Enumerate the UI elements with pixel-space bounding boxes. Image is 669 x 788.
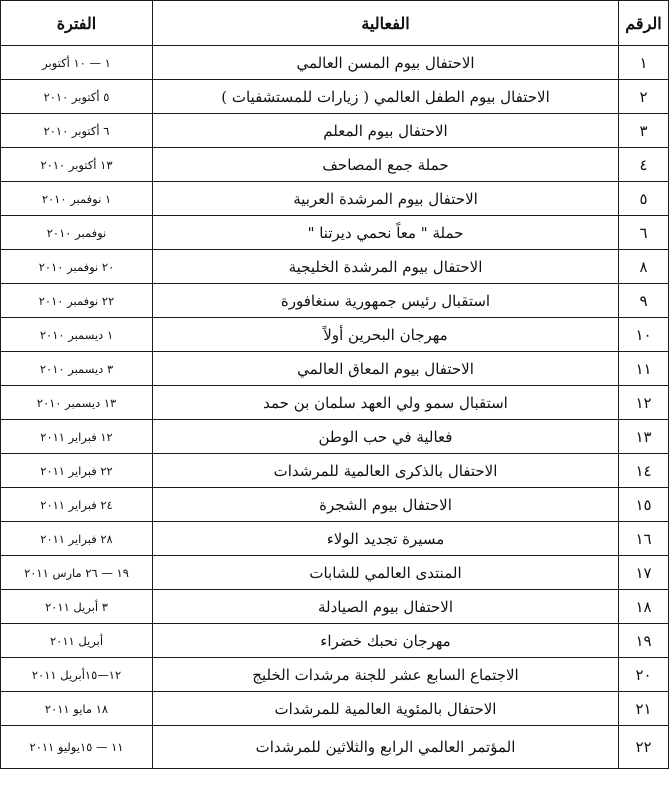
table-row: [1, 148, 669, 182]
row-period: ١١ — ١٥يوليو ٢٠١١: [1, 726, 153, 769]
row-number: ٢١: [619, 692, 669, 726]
row-activity: الاحتفال بالذكرى العالمية للمرشدات: [153, 454, 619, 488]
row-period: ١٣ ديسمبر ٢٠١٠: [1, 386, 153, 420]
table-row: [1, 46, 669, 80]
table-row: [1, 522, 669, 556]
table-row: [1, 488, 669, 522]
row-activity: مسيرة تجديد الولاء: [153, 522, 619, 556]
row-number: ٩: [619, 284, 669, 318]
row-number: ١٩: [619, 624, 669, 658]
row-period: ٣ أبريل ٢٠١١: [1, 590, 153, 624]
row-number: ١٨: [619, 590, 669, 624]
table-row: [1, 114, 669, 148]
row-period: ٦ أكتوبر ٢٠١٠: [1, 114, 153, 148]
row-number: ١٥: [619, 488, 669, 522]
header-period: الفترة: [1, 1, 153, 46]
row-activity: الاحتفال بيوم الصيادلة: [153, 590, 619, 624]
row-number: ١٧: [619, 556, 669, 590]
row-activity: الاحتفال بيوم الطفل العالمي ( زيارات للمستشفيات ): [153, 80, 619, 114]
row-period: ٥ أكتوبر ٢٠١٠: [1, 80, 153, 114]
row-number: ١٢: [619, 386, 669, 420]
row-period: ١٢ فبراير ٢٠١١: [1, 420, 153, 454]
row-number: ٢٠: [619, 658, 669, 692]
row-activity: مهرجان نحبك خضراء: [153, 624, 619, 658]
table-body: [1, 46, 669, 769]
row-period: ١ نوفمبر ٢٠١٠: [1, 182, 153, 216]
row-number: ٦: [619, 216, 669, 250]
table-row: [1, 250, 669, 284]
table-row: [1, 182, 669, 216]
row-activity: المؤتمر العالمي الرابع والثلاثين للمرشدات: [153, 726, 619, 769]
row-period: ١٢—١٥أبريل ٢٠١١: [1, 658, 153, 692]
row-activity: استقبال سمو ولي العهد سلمان بن حمد: [153, 386, 619, 420]
row-activity: حملة جمع المصاحف: [153, 148, 619, 182]
table-row: [1, 726, 669, 769]
row-activity: الاجتماع السابع عشر للجنة مرشدات الخليج: [153, 658, 619, 692]
row-period: ١٣ أكتوبر ٢٠١٠: [1, 148, 153, 182]
table-row: [1, 624, 669, 658]
row-activity: فعالية في حب الوطن: [153, 420, 619, 454]
row-activity: مهرجان البحرين أولاً: [153, 318, 619, 352]
header-activity: الفعالية: [153, 1, 619, 46]
row-activity: الاحتفال بيوم المعلم: [153, 114, 619, 148]
row-activity: استقبال رئيس جمهورية سنغافورة: [153, 284, 619, 318]
table-row: [1, 80, 669, 114]
row-number: ٨: [619, 250, 669, 284]
table-row: [1, 284, 669, 318]
row-number: ٤: [619, 148, 669, 182]
row-number: ١٣: [619, 420, 669, 454]
row-number: ٣: [619, 114, 669, 148]
row-period: ٢٤ فبراير ٢٠١١: [1, 488, 153, 522]
table-row: [1, 556, 669, 590]
table-row: [1, 420, 669, 454]
row-activity: الاحتفال بيوم المعاق العالمي: [153, 352, 619, 386]
table-row: [1, 590, 669, 624]
row-period: ٢٠ نوفمبر ٢٠١٠: [1, 250, 153, 284]
row-activity: الاحتفال بيوم المرشدة العربية: [153, 182, 619, 216]
row-period: ٢٨ فبراير ٢٠١١: [1, 522, 153, 556]
row-period: ٢٢ نوفمبر ٢٠١٠: [1, 284, 153, 318]
row-period: أبريل ٢٠١١: [1, 624, 153, 658]
row-activity: الاحتفال بيوم المسن العالمي: [153, 46, 619, 80]
table-row: [1, 216, 669, 250]
table-row: [1, 352, 669, 386]
row-number: ١٦: [619, 522, 669, 556]
table-row: [1, 386, 669, 420]
row-activity: الاحتفال بيوم المرشدة الخليجية: [153, 250, 619, 284]
row-number: ١٤: [619, 454, 669, 488]
row-period: ٣ ديسمبر ٢٠١٠: [1, 352, 153, 386]
row-activity: الاحتفال بالمئوية العالمية للمرشدات: [153, 692, 619, 726]
row-activity: حملة " معاً نحمي ديرتنا ": [153, 216, 619, 250]
table-row: [1, 318, 669, 352]
row-period: ١٨ مايو ٢٠١١: [1, 692, 153, 726]
row-number: ١: [619, 46, 669, 80]
table-row: [1, 658, 669, 692]
row-period: ١ — ١٠ أكتوبر: [1, 46, 153, 80]
row-period: نوفمبر ٢٠١٠: [1, 216, 153, 250]
row-number: ١١: [619, 352, 669, 386]
row-number: ١٠: [619, 318, 669, 352]
table-header-row: [1, 1, 669, 46]
table-row: [1, 692, 669, 726]
row-period: ١ ديسمبر ٢٠١٠: [1, 318, 153, 352]
row-number: ٥: [619, 182, 669, 216]
row-activity: الاحتفال بيوم الشجرة: [153, 488, 619, 522]
row-period: ١٩ — ٢٦ مارس ٢٠١١: [1, 556, 153, 590]
table-row: [1, 454, 669, 488]
row-number: ٢٢: [619, 726, 669, 769]
row-period: ٢٢ فبراير ٢٠١١: [1, 454, 153, 488]
row-activity: المنتدى العالمي للشابات: [153, 556, 619, 590]
header-number: الرقم: [619, 1, 669, 46]
row-number: ٢: [619, 80, 669, 114]
